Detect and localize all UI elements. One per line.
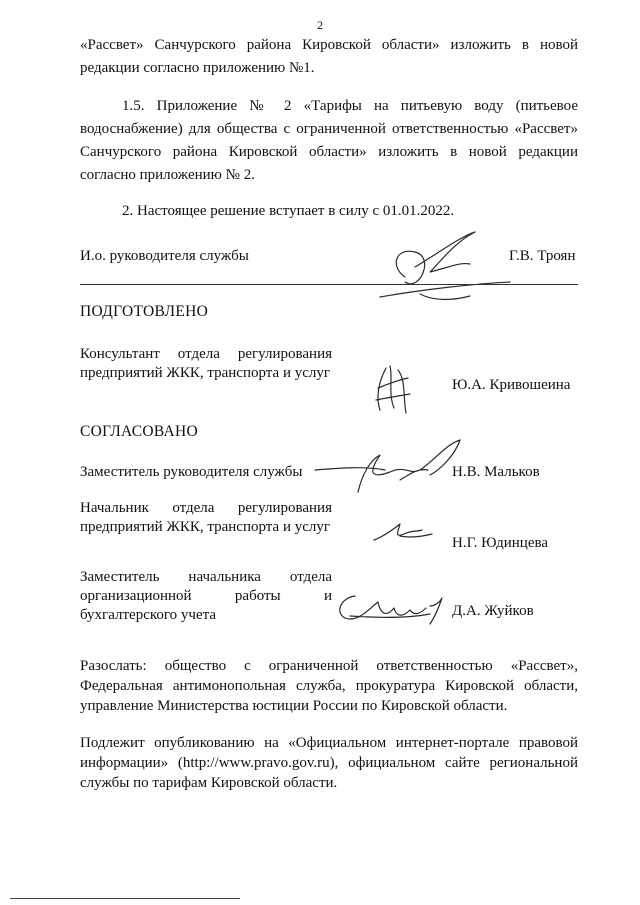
footer-rule bbox=[10, 898, 240, 899]
prepared-signature-image bbox=[368, 358, 428, 418]
paragraph-1-5: 1.5. Приложение № 2 «Тарифы на питьевую воду (питьевое водоснабжение) для общества с ограниченной ответственностью «Рассвет» Санчурского района Кировской области» изложить в новой редакции согласно приложению № 2. bbox=[80, 98, 578, 183]
agreed-signature-2-image bbox=[370, 518, 440, 548]
agreed-signature-3-image bbox=[330, 588, 450, 628]
agreed-name-1: Н.В. Мальков bbox=[452, 464, 540, 480]
agreed-position-1: Заместитель руководителя службы bbox=[80, 464, 303, 480]
head-name: Г.В. Троян bbox=[509, 248, 576, 264]
head-signature-image bbox=[360, 222, 520, 312]
agreed-heading: СОГЛАСОВАНО bbox=[80, 423, 199, 440]
page-number: 2 bbox=[317, 18, 323, 32]
publication-note: Подлежит опубликованию на «Официальном интернет-портале правовой информации» (http://www.pravo.gov.ru), официальном сайте региональной службы по тарифам Кировской области. bbox=[80, 735, 578, 791]
paragraph-2: 2. Настоящее решение вступает в силу с 01.01.2022. bbox=[122, 203, 455, 219]
prepared-heading: ПОДГОТОВЛЕНО bbox=[80, 303, 209, 320]
head-position: И.о. руководителя службы bbox=[80, 248, 249, 264]
agreed-name-3: Д.А. Жуйков bbox=[452, 603, 534, 619]
paragraph-continuation: «Рассвет» Санчурского района Кировской области» изложить в новой редакции согласно приложению №1. bbox=[80, 37, 578, 76]
agreed-position-2: Начальник отдела регулирования предприятий ЖКК, транспорта и услуг bbox=[80, 500, 332, 535]
prepared-position: Консультант отдела регулирования предприятий ЖКК, транспорта и услуг bbox=[80, 346, 332, 381]
prepared-name: Ю.А. Кривошеина bbox=[452, 377, 571, 393]
signature-rule bbox=[80, 284, 578, 285]
distribution-list: Разослать: общество с ограниченной ответственностью «Рассвет», Федеральная антимонопольная служба, прокуратура Кировской области, управление Министерства юстиции России по Кировской области. bbox=[80, 658, 578, 714]
agreed-name-2: Н.Г. Юдинцева bbox=[452, 535, 549, 551]
agreed-position-3: Заместитель начальника отдела организационной работы и бухгалтерского учета bbox=[80, 569, 332, 623]
agreed-signature-1-image bbox=[310, 430, 470, 500]
